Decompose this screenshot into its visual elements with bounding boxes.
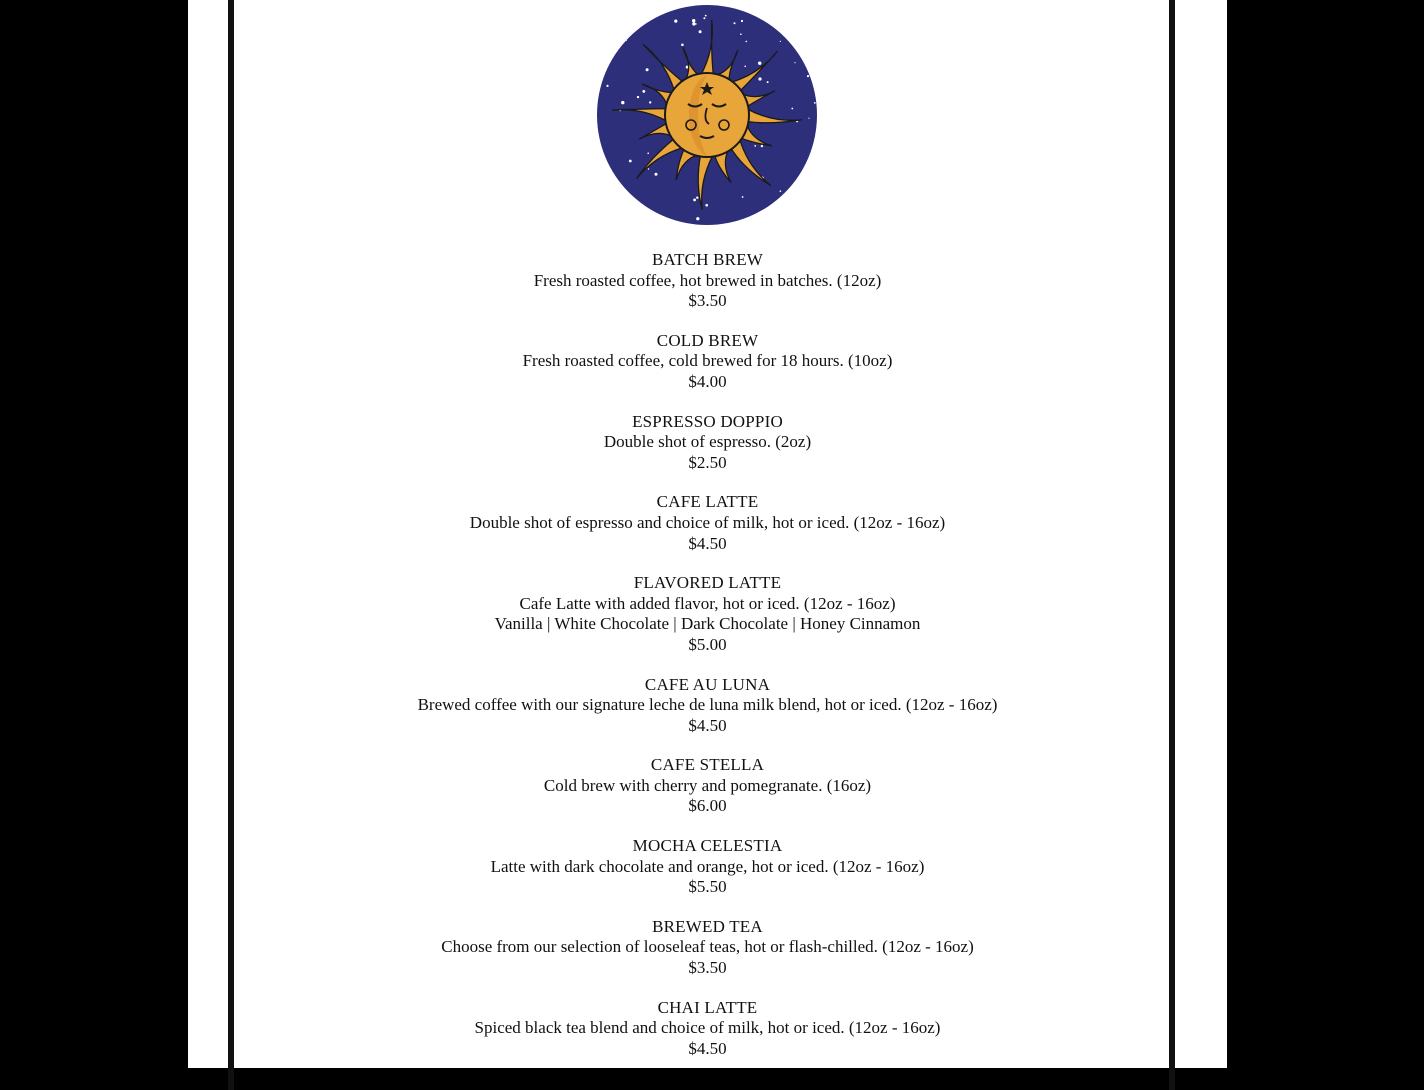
item-price: $3.50: [688, 291, 727, 311]
item-name: FLAVORED LATTE: [633, 573, 782, 593]
item-name: CAFE LATTE: [656, 492, 759, 512]
item-price: $5.50: [688, 877, 727, 897]
menu-item: [188, 917, 1227, 979]
menu-item: [188, 412, 1227, 474]
item-options: Vanilla | White Chocolate | Dark Chocolate | Honey Cinnamon: [494, 614, 921, 634]
menu-item: [188, 492, 1227, 554]
item-name: CHAI LATTE: [657, 997, 758, 1017]
item-name: CAFE STELLA: [650, 755, 765, 775]
item-name: CAFE AU LUNA: [644, 674, 771, 694]
item-name: COLD BREW: [656, 330, 759, 350]
item-price: $4.50: [688, 533, 727, 553]
item-price: $6.00: [688, 796, 727, 816]
item-description: Spiced black tea blend and choice of milk, hot or iced. (12oz - 16oz): [474, 1018, 941, 1038]
item-name: BREWED TEA: [652, 916, 763, 936]
menu-page: [188, 0, 1227, 1068]
menu-item: [188, 836, 1227, 898]
item-price: $2.50: [688, 452, 727, 472]
item-price: $3.50: [688, 958, 727, 978]
menu-list: [188, 250, 1227, 1078]
menu-item: [188, 250, 1227, 312]
item-description: Brewed coffee with our signature leche de luna milk blend, hot or iced. (12oz - 16oz): [417, 695, 998, 715]
item-description: Double shot of espresso and choice of milk, hot or iced. (12oz - 16oz): [469, 512, 946, 532]
item-description: Double shot of espresso. (2oz): [603, 432, 812, 452]
item-description: Fresh roasted coffee, hot brewed in batches. (12oz): [533, 270, 882, 290]
item-name: BATCH BREW: [651, 250, 764, 269]
item-description: Choose from our selection of looseleaf teas, hot or flash-chilled. (12oz - 16oz): [441, 937, 974, 957]
menu-item: [188, 755, 1227, 817]
item-price: $4.50: [688, 1038, 727, 1058]
item-price: $5.00: [688, 634, 727, 654]
menu-item: [188, 675, 1227, 737]
menu-item: [188, 998, 1227, 1060]
item-name: MOCHA CELESTIA: [632, 836, 783, 856]
item-description: Cold brew with cherry and pomegranate. (16oz): [543, 775, 872, 795]
item-description: Latte with dark chocolate and orange, hot or iced. (12oz - 16oz): [490, 856, 925, 876]
menu-item: [188, 331, 1227, 393]
item-price: $4.00: [688, 371, 727, 391]
item-description: Cafe Latte with added flavor, hot or iced. (12oz - 16oz): [519, 593, 896, 613]
item-price: $4.50: [688, 715, 727, 735]
sun-moon-face-icon: [596, 4, 818, 226]
menu-item: [188, 573, 1227, 655]
item-description: Fresh roasted coffee, cold brewed for 18 hours. (10oz): [522, 351, 893, 371]
item-name: ESPRESSO DOPPIO: [632, 411, 783, 431]
